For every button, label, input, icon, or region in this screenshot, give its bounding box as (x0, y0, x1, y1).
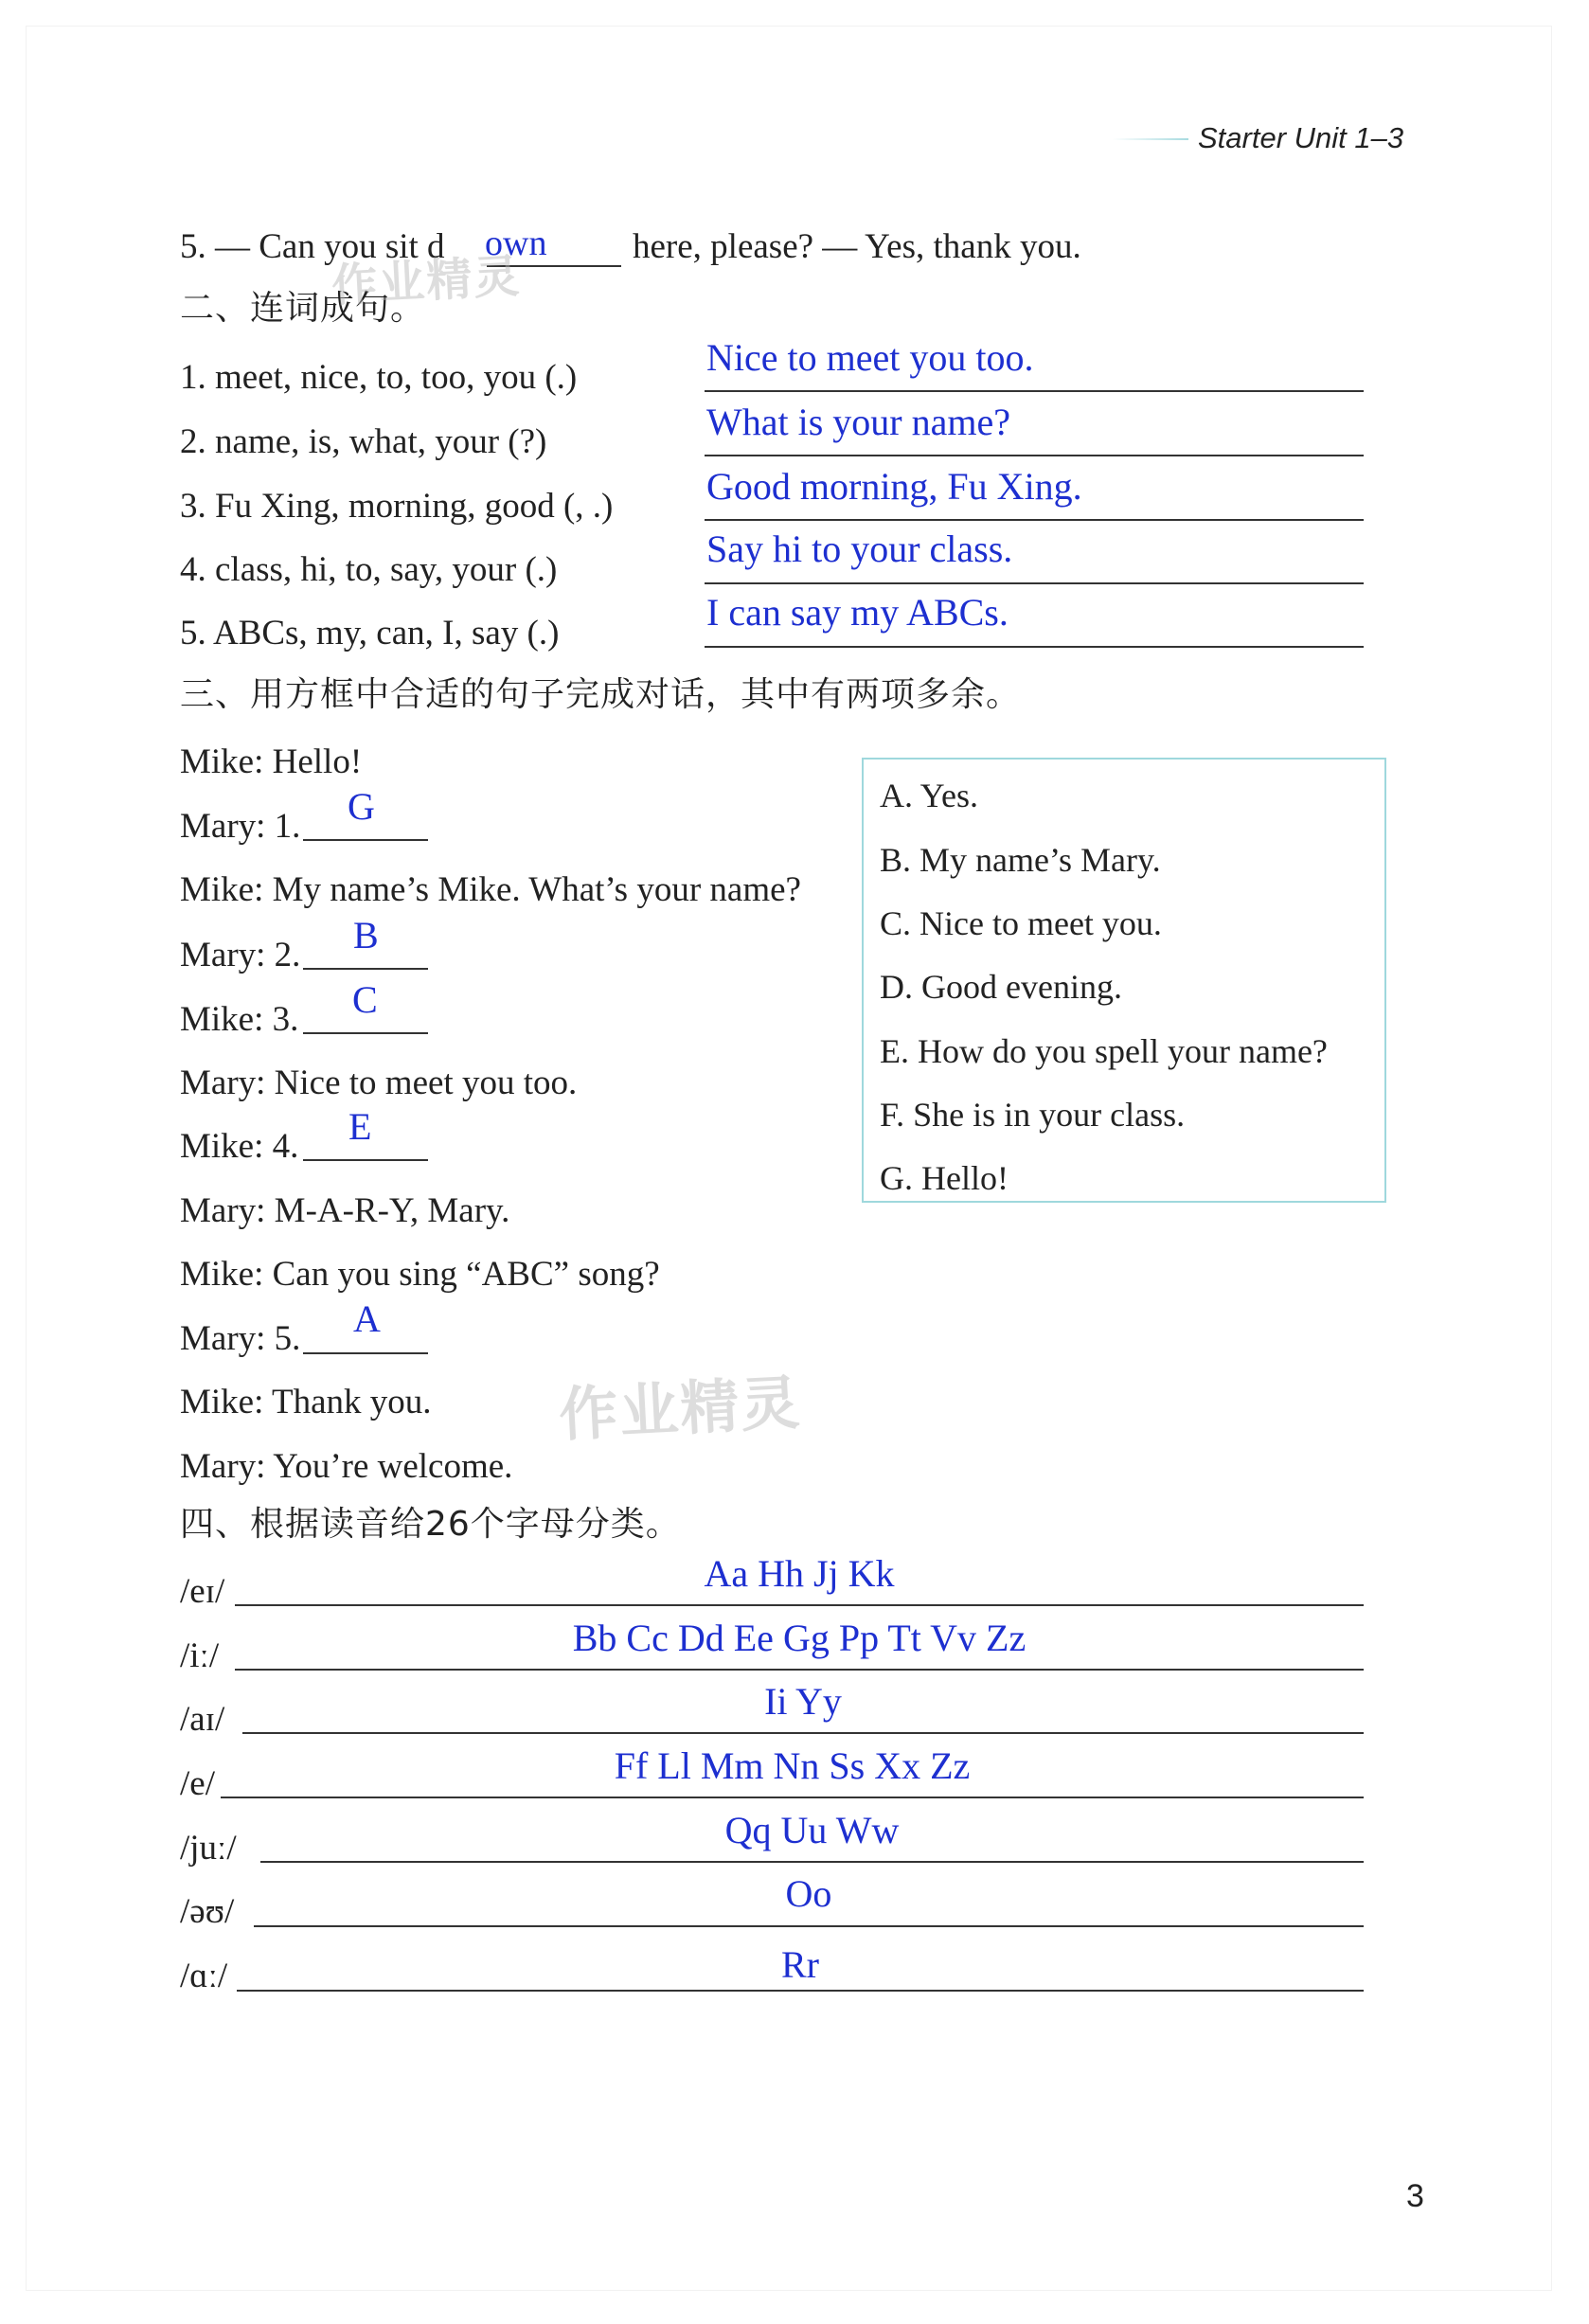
dialogue-line-3: Mike: My name’s Mike. What’s your name? (180, 870, 801, 909)
sound-line-2 (235, 1669, 1364, 1671)
section3-heading: 三、用方框中合适的句子完成对话，其中有两项多余。 (180, 675, 1022, 714)
s2-prompt-3: 3. Fu Xing, morning, good (, .) (180, 487, 614, 526)
sound-answer-3: Ii Yy (764, 1680, 842, 1723)
sound-answer-7: Rr (781, 1943, 819, 1986)
dialogue-answer-line-3 (303, 1032, 428, 1034)
dialogue-line-8: Mary: M-A-R-Y, Mary. (180, 1191, 510, 1230)
s2-answer-5: I can say my ABCs. (706, 591, 1009, 634)
q5-answer: own (485, 223, 547, 263)
s2-prompt-1: 1. meet, nice, to, too, you (.) (180, 358, 578, 397)
sound-line-1 (235, 1604, 1364, 1606)
sound-label-3: /aɪ/ (180, 1700, 225, 1739)
s2-answer-line-3 (705, 519, 1364, 521)
watermark-middle: 作业精灵 (557, 1368, 804, 1450)
option-c: C. Nice to meet you. (880, 904, 1162, 942)
dialogue-line-6: Mary: Nice to meet you too. (180, 1064, 578, 1102)
option-a: A. Yes. (880, 777, 979, 814)
dialogue-answer-line-4 (303, 1159, 428, 1161)
sound-label-7: /ɑː/ (180, 1957, 228, 1995)
s2-answer-2: What is your name? (706, 401, 1010, 443)
s2-answer-line-4 (705, 582, 1364, 584)
header-accent-line (1113, 138, 1188, 140)
s2-answer-3: Good morning, Fu Xing. (706, 465, 1082, 508)
option-d: D. Good evening. (880, 968, 1122, 1006)
dialogue-line-11: Mike: Thank you. (180, 1383, 432, 1421)
dialogue-line-9: Mike: Can you sing “ABC” song? (180, 1255, 660, 1294)
sound-line-5 (260, 1861, 1364, 1863)
section4-heading: 四、根据读音给26个字母分类。 (180, 1505, 681, 1544)
option-g: G. Hello! (880, 1159, 1009, 1197)
s2-prompt-2: 2. name, is, what, your (?) (180, 422, 547, 461)
dialogue-answer-line-5 (303, 1352, 428, 1354)
option-f: F. She is in your class. (880, 1096, 1186, 1134)
sound-line-6 (254, 1925, 1364, 1927)
dialogue-answer-line-1 (303, 839, 428, 841)
dialogue-answer-2: B (353, 914, 379, 956)
sound-answer-2: Bb Cc Dd Ee Gg Pp Tt Vv Zz (572, 1617, 1027, 1659)
dialogue-line-2: Mary: 1. (180, 807, 301, 846)
s2-answer-line-2 (705, 455, 1364, 456)
sound-answer-1: Aa Hh Jj Kk (704, 1552, 895, 1595)
sound-label-6: /əʊ/ (180, 1892, 235, 1931)
q5-suffix: here, please? — Yes, thank you. (633, 227, 1081, 266)
sound-label-2: /iː/ (180, 1636, 220, 1675)
s2-prompt-4: 4. class, hi, to, say, your (.) (180, 550, 558, 589)
s2-answer-4: Say hi to your class. (706, 527, 1013, 570)
sound-answer-5: Qq Uu Ww (724, 1809, 900, 1851)
dialogue-answer-3: C (352, 978, 378, 1021)
dialogue-answer-line-2 (303, 968, 428, 970)
dialogue-line-12: Mary: You’re welcome. (180, 1447, 513, 1486)
dialogue-answer-1: G (348, 785, 375, 828)
dialogue-line-4: Mary: 2. (180, 936, 301, 974)
dialogue-answer-4: E (348, 1105, 372, 1148)
s2-prompt-5: 5. ABCs, my, can, I, say (.) (180, 614, 560, 653)
dialogue-line-10: Mary: 5. (180, 1319, 301, 1358)
sound-answer-4: Ff Ll Mm Nn Ss Xx Zz (614, 1744, 971, 1787)
s2-answer-1: Nice to meet you too. (706, 336, 1034, 379)
section2-heading: 二、连词成句。 (180, 289, 426, 328)
sound-line-3 (242, 1732, 1364, 1734)
dialogue-line-1: Mike: Hello! (180, 742, 363, 781)
option-b: B. My name’s Mary. (880, 841, 1161, 879)
options-box (862, 758, 1386, 1203)
dialogue-line-7: Mike: 4. (180, 1127, 299, 1166)
option-e: E. How do you spell your name? (880, 1032, 1328, 1070)
sound-label-4: /e/ (180, 1764, 215, 1803)
page-number: 3 (1406, 2178, 1424, 2214)
sound-line-7 (237, 1990, 1364, 1992)
sound-label-1: /eɪ/ (180, 1572, 225, 1611)
watermark-top: 作业精灵 (330, 249, 523, 313)
page-header-title: Starter Unit 1–3 (1198, 121, 1404, 154)
s2-answer-line-1 (705, 390, 1364, 392)
dialogue-answer-5: A (353, 1297, 381, 1340)
sound-line-4 (221, 1797, 1364, 1798)
dialogue-line-5: Mike: 3. (180, 1000, 299, 1039)
sound-answer-6: Oo (785, 1872, 832, 1915)
sound-label-5: /juː/ (180, 1829, 237, 1868)
s2-answer-line-5 (705, 646, 1364, 648)
q5-prefix: 5. — Can you sit d (180, 227, 445, 266)
